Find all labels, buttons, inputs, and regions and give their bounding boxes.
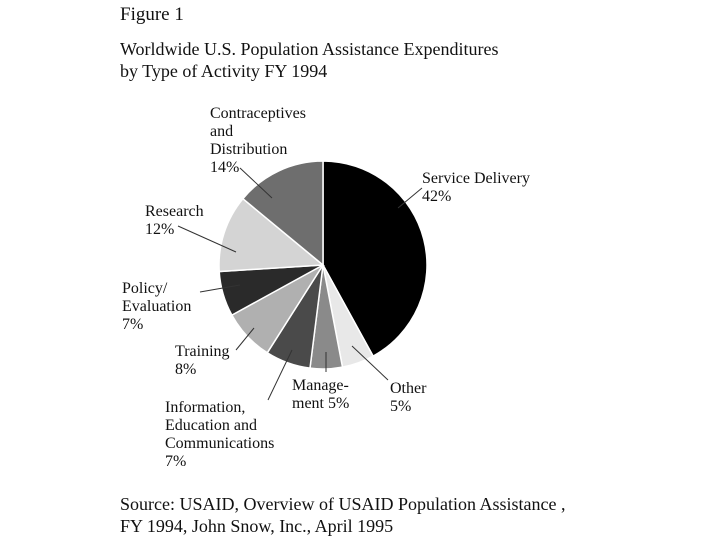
chart-title-line-1: Worldwide U.S. Population Assistance Expenditures bbox=[120, 39, 499, 59]
figure-label: Figure 1 bbox=[120, 4, 184, 25]
slice-label: Training 8% bbox=[175, 343, 230, 378]
slice-label: Contraceptives and Distribution 14% bbox=[210, 105, 306, 176]
slice-label: Manage-ment 5% bbox=[292, 377, 350, 412]
slice-label: Service Delivery 42% bbox=[422, 170, 530, 205]
slice-label: Information, Education and Communications 7% bbox=[165, 399, 275, 470]
slice-label: Policy/ Evaluation 7% bbox=[122, 280, 192, 333]
slice-label: Research 12% bbox=[145, 203, 204, 238]
source-note bbox=[120, 493, 640, 537]
slice-label: Other 5% bbox=[390, 380, 427, 415]
chart-title-line-2: by Type of Activity FY 1994 bbox=[120, 61, 328, 81]
source-line-2: FY 1994, John Snow, Inc., April 1995 bbox=[120, 516, 394, 536]
pie-slices bbox=[219, 161, 427, 369]
source-line-1: Source: USAID, Overview of USAID Population Assistance , bbox=[120, 494, 566, 514]
